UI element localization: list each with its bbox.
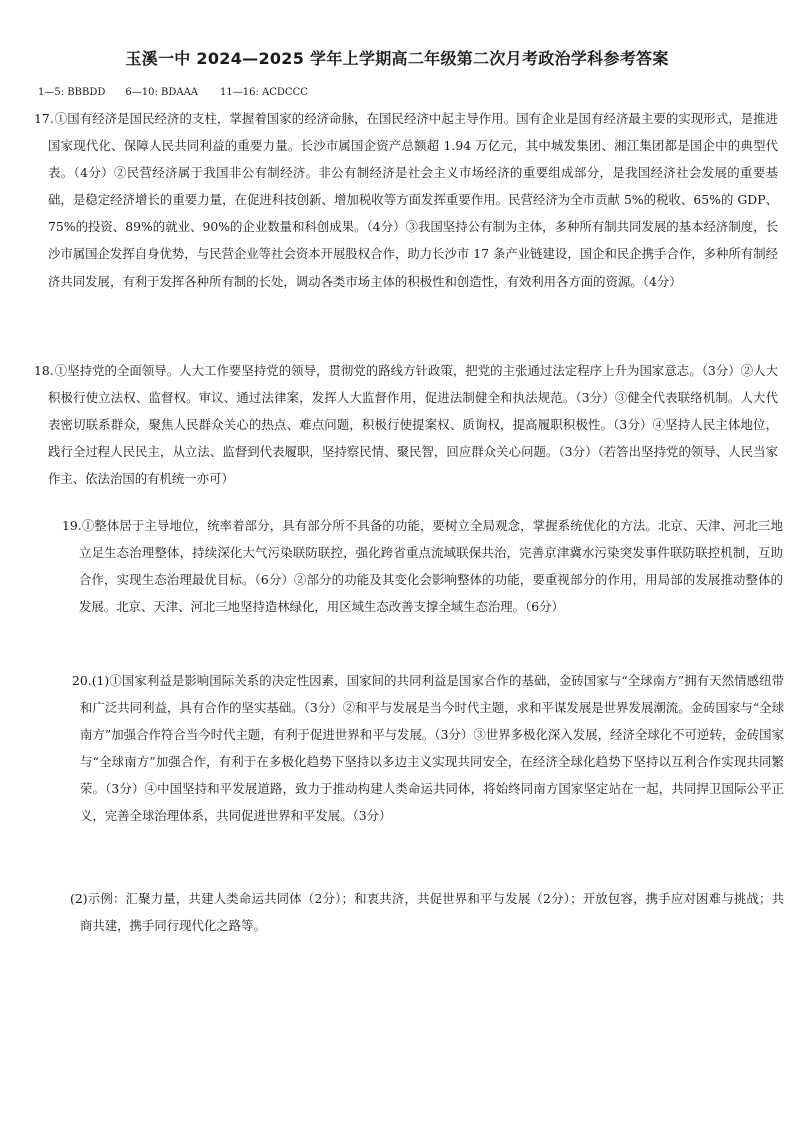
answer-20-part-2 — [62, 885, 784, 939]
answer-20-1-text: ①国家利益是影响国际关系的决定性因素，国家间的共同利益是国家合作的基础，金砖国家与“全球南方”拥有天然情感纽带和广泛共同利益，具有合作的坚实基础。（3分）②和平与发展是当今时代主题，求和平谋发展是世界发展潮流。金砖国家与“全球南方”加强合作符合当今时代主题，有利于促进世界和平与发展。（3分）③世界多极化深入发展，经济全球化不可逆转，金砖国家与“全球南方”加强合作，有利于在多极化趋势下坚持以多边主义实现共同安全，在经济全球化趋势下坚持以互利合作实现共同繁荣。（3分）④中国坚持和平发展道路，致力于推动构建人类命运共同体，将始终同南方国家坚定站在一起，共同捍卫国际公平正义，完善全球治理体系，共同促进世界和平发展。（3分） — [80, 673, 784, 824]
question-number-18: 18. — [34, 363, 54, 378]
answer-18 — [34, 357, 778, 492]
question-number-20: 20. — [72, 673, 92, 688]
answer-17 — [34, 105, 778, 295]
multiple-choice-answers — [38, 86, 308, 100]
answer-20-part-1 — [62, 667, 784, 830]
mc-group-3: 11—16: ACDCCC — [220, 87, 308, 98]
question-number-19: 19. — [62, 518, 82, 533]
answer-17-text: ①国有经济是国民经济的支柱，掌握着国家的经济命脉，在国民经济中起主导作用。国有企业是国有经济最主要的实现形式，是推进国家现代化、保障人民共同利益的重要力量。长沙市属国企资产总额超 1.94 万亿元，其中城发集团、湘江集团都是国企中的典型代表。（4分）②民营经济属于我国非公有制经济。非公有制经济是社会主义市场经济的重要组成部分，是我国经济社会发展的重要基础，是稳定经济增长的重要力量，在促进科技创新、增加税收等方面发挥重要作用。民营经济为全市贡献 5%的税收、65%的 GDP、75%的投资、89%的就业、90%的企业数量和科创成果。（4分）③我国坚持公有制为主体，多种所有制共同发展的基本经济制度，长沙市属国企发挥自身优势，与民营企业等社会资本开展股权合作，助力长沙市 17 条产业链建设，国企和民企携手合作，多种所有制经济共同发展，有利于发挥各种所有制的长处，调动各类市场主体的积极性和创造性，有效利用各方面的资源。（4分） — [48, 111, 778, 289]
mc-group-2: 6—10: BDAAA — [125, 87, 199, 98]
answer-19 — [62, 512, 783, 620]
page-title: 玉溪一中 2024—2025 学年上学期高二年级第二次月考政治学科参考答案 — [125, 49, 669, 68]
mc-group-1: 1—5: BBBDD — [38, 87, 106, 98]
subquestion-label-2: (2) — [70, 891, 88, 906]
answer-19-text: ①整体居于主导地位，统率着部分，具有部分所不具备的功能，要树立全局观念，掌握系统优化的方法。北京、天津、河北三地立足生态治理整体，持续深化大气污染联防联控，强化跨省重点流域联保共治，完善京津冀水污染突发事件联防联控机制，互助合作，实现生态治理最优目标。（6分）②部分的功能及其变化会影响整体的功能，要重视部分的作用，用局部的发展推动整体的发展。北京、天津、河北三地坚持造林绿化，用区域生态改善支撑全域生态治理。（6分） — [79, 518, 783, 615]
subquestion-label-1: (1) — [91, 673, 110, 688]
answer-20-2-text: 示例：汇聚力量，共建人类命运共同体（2分）；和衷共济，共促世界和平与发展（2分）；开放包容，携手应对困难与挑战；共商共建，携手同行现代化之路等。 — [80, 891, 784, 934]
question-number-17: 17. — [34, 111, 54, 126]
answer-18-text: ①坚持党的全面领导。人大工作要坚持党的领导，贯彻党的路线方针政策，把党的主张通过法定程序上升为国家意志。（3分）②人大积极行使立法权、监督权。审议、通过法律案，发挥人大监督作用，促进法制健全和执法规范。（3分）③健全代表联络机制。人大代表密切联系群众，聚焦人民群众关心的热点、难点问题，积极行使提案权、质询权，提高履职积极性。（3分）④坚持人民主体地位，践行全过程人民民主，从立法、监督到代表履职，坚持察民情、聚民智，回应群众关心问题。（3分）（若答出坚持党的领导、人民当家作主、依法治国的有机统一亦可） — [48, 363, 778, 487]
